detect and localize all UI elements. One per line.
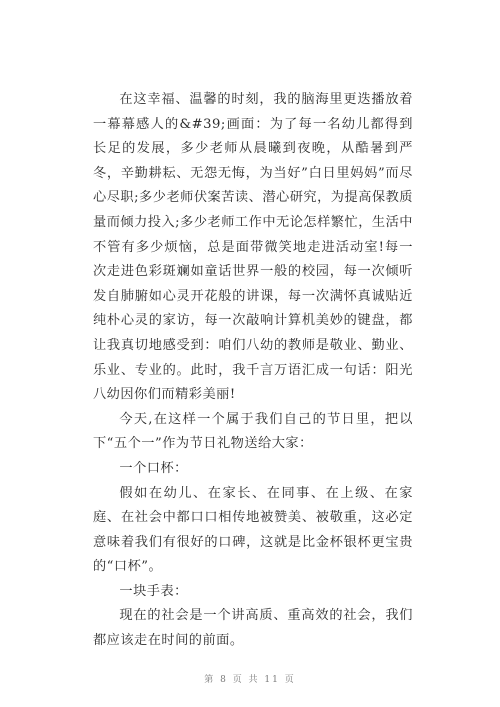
heading-watch: 一块手表： [119, 583, 188, 599]
paragraph-watch: 现在的社会是一个讲高质、重高效的社会，我们都应该走在时间的前面。 [93, 608, 413, 649]
document-body [93, 88, 413, 654]
paragraph-teachers-dedication: 在这幸福、温馨的时刻，我的脑海里更迭播放着一幕幕感人的&#39;画面：为了每一名幼儿都得到长足的发展，多少老师从晨曦到夜晚，从酷暑到严冬，辛勤耕耘、无怨无悔，为当好”白日里妈妈”而尽心尽职;多少老师伏案苦读、潜心研究，为提高保教质量而倾力投入;多少老师工作中无论怎样繁忙，生活中不管有多少烦恼，总是面带微笑地走进活动室!每一次走进色彩斑斓如童话世界一般的校园，每一次倾听发自肺腑如心灵开花般的讲课，每一次满怀真诚贴近纯朴心灵的家访，每一次敲响计算机美妙的键盘，都让我真切地感受到：咱们八幼的教师是敬业、勤业、乐业、专业的。此时，我千言万语汇成一句话：阳光八幼因你们而精彩美丽! [93, 92, 413, 403]
page-number: 第 8 页 共 11 页 [204, 675, 296, 685]
heading-cup: 一个口杯： [119, 460, 188, 476]
paragraph-cup: 假如在幼儿、在家长、在同事、在上级、在家庭、在社会中都口口相传地被赞美、被敬重，这必定意味着我们有很好的口碑，这就是比金杯银杯更宝贵的“口杯”。 [93, 485, 413, 575]
paragraph-five-gifts-intro: 今天,在这样一个属于我们自己的节日里，把以下“五个一”作为节日礼物送给大家： [93, 411, 413, 452]
